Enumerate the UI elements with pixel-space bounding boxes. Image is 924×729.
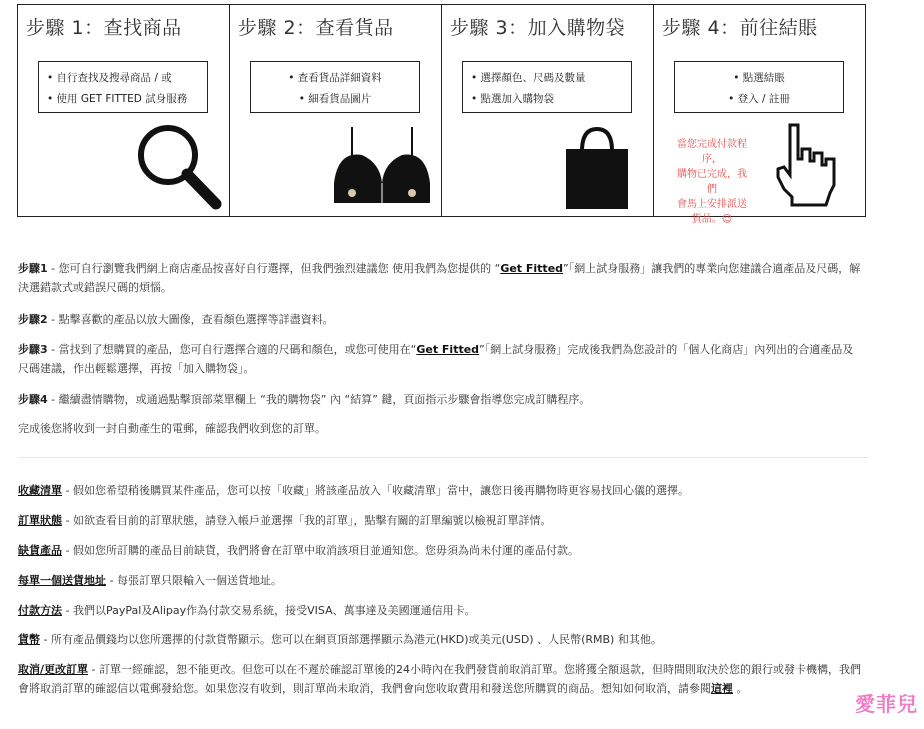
- instruction-text: - 您可自行瀏覽我們網上商店產品按喜好自行選擇，但我們強烈建議您 使用我們為您提供的 “: [47, 262, 501, 275]
- instruction-step-4: [18, 390, 863, 409]
- shopping-bag-icon: [562, 125, 632, 211]
- instruction-step-2: [18, 310, 863, 329]
- faq-term: 每單一個送貨地址: [18, 574, 106, 587]
- faq-currency: [18, 630, 863, 649]
- faq-text: - 我們以PayPal及Alipay作為付款交易系統，接受VISA、萬事達及美國運通信用卡。: [62, 604, 476, 617]
- get-fitted-link[interactable]: Get Fitted: [416, 343, 480, 356]
- step-title: 步驟 1：查找商品: [26, 17, 182, 39]
- step-bullet: • 點選結賬: [733, 72, 785, 84]
- instruction-text: - 當找到了想購買的產品，您可自行選擇合適的尺碼和顏色，或您可使用在“: [47, 343, 417, 356]
- step-bullet: • 查看貨品詳細資料: [288, 72, 382, 84]
- instruction-text: ”「網上試身服務」完成後我們為您設計的「個人化商店」內列出的合適產品及尺碼建議，作出輕鬆選擇，再按「加入購物袋」。: [18, 343, 854, 375]
- step-3: [442, 5, 654, 216]
- step-bullet: • 選擇顏色、尺碼及數量: [471, 72, 586, 84]
- bra-icon: [328, 123, 436, 209]
- step-bullet: • 點選加入購物袋: [471, 93, 555, 105]
- step-4: [654, 5, 865, 225]
- faq-payment: [18, 601, 863, 620]
- magnifier-icon: [130, 117, 226, 213]
- faq-out-of-stock: [18, 541, 863, 560]
- pointing-hand-icon: [772, 119, 852, 211]
- get-fitted-link[interactable]: Get Fitted: [500, 262, 564, 275]
- step-title: 步驟 3：加入購物袋: [450, 17, 626, 39]
- faq-term: 取消/更改訂單: [18, 663, 89, 676]
- step-bullet: • 細看貨品圖片: [298, 93, 372, 105]
- faq-text: - 每張訂單只限輸入一個送貨地址。: [106, 574, 282, 587]
- step-2: [230, 5, 442, 216]
- instruction-label: 步驟2: [18, 313, 48, 326]
- payment-notice-line: 購物已完成，我們: [677, 169, 747, 195]
- faq-cancel-order: [18, 660, 863, 698]
- faq-term: 收藏清單: [18, 484, 62, 497]
- step-bullets: [38, 61, 208, 113]
- step-bullet: • 使用 GET FITTED 試身服務: [47, 93, 188, 105]
- instruction-text: ”「網上試身服務」讓我們的專業向您建議合適產品及尺碼，解決選錯款式或錯誤尺碼的煩惱。: [18, 262, 861, 294]
- cancel-help-link[interactable]: 這裡: [711, 682, 733, 695]
- instruction-label: 步驟4: [18, 393, 48, 406]
- step-title: 步驟 2：查看貨品: [238, 17, 394, 39]
- faq-text: - 訂單一經確認，恕不能更改。但您可以在不遲於確認訂單後的24小時內在我們發貨前取消訂單。您將獲全額退款，但時間則取決於您的銀行或發卡機構，我們會將取消訂單的確認信以電郵發給您。如果您沒有收到，則訂單尚未取消，我們會向您收取費用和發送您所購買的商品。想知如何取消，請參閱: [18, 663, 861, 695]
- step-1: [18, 5, 230, 216]
- watermark-logo: 愛菲兒: [855, 692, 918, 716]
- faq-term: 付款方法: [18, 604, 62, 617]
- faq-text: - 假如您所訂購的產品目前缺貨，我們將會在訂單中取消該項目並通知您。您毋須為尚未付運的產品付款。: [62, 544, 579, 557]
- section-divider: [18, 457, 868, 458]
- instruction-label: 步驟3: [18, 343, 48, 356]
- instruction-confirmation: [18, 419, 863, 438]
- faq-text: - 如欲查看目前的訂單狀態，請登入帳戶並選擇「我的訂單」，點擊有關的訂單編號以檢視訂單詳情。: [62, 514, 552, 527]
- instruction-text: - 繼續盡情購物，或通過點擊頂部菜單欄上 “我的購物袋” 內 “結算” 鍵，頁面指示步驟會指導您完成訂購程序。: [47, 393, 591, 406]
- instruction-step-1: [18, 259, 863, 297]
- faq-shipping-address: [18, 571, 863, 590]
- step-title: 步驟 4：前往結賬: [662, 17, 818, 39]
- steps-panel: [17, 4, 866, 225]
- faq-text: - 假如您希望稍後購買某件產品，您可以按「收藏」將該產品放入「收藏清單」當中，讓您日後再購物時更容易找回心儀的選擇。: [62, 484, 689, 497]
- payment-notice-line: 會馬上安排派送: [677, 199, 747, 210]
- payment-notice: [674, 137, 750, 227]
- instruction-text: - 點擊喜歡的產品以放大圖像，查看顏色選擇等詳盡資料。: [47, 313, 334, 326]
- faq-term: 訂單狀態: [18, 514, 62, 527]
- instruction-step-3: [18, 340, 863, 378]
- step-bullets: [250, 61, 420, 113]
- step-bullets: [674, 61, 844, 113]
- faq-term: 缺貨產品: [18, 544, 62, 557]
- faq-term: 貨幣: [18, 633, 40, 646]
- faq-wishlist: [18, 481, 863, 500]
- step-bullet: • 自行查找及搜尋商品 / 或: [47, 72, 172, 84]
- faq-order-status: [18, 511, 863, 530]
- step-bullet: • 登入 / 註冊: [728, 93, 790, 105]
- payment-notice-line: 貨品。☺: [691, 214, 733, 225]
- faq-text: - 所有產品價錢均以您所選擇的付款貨幣顯示。您可以在網頁頂部選擇顯示為港元(HKD)或美元(USD) 、人民幣(RMB) 和其他。: [40, 633, 662, 646]
- payment-notice-line: 當您完成付款程序，: [677, 139, 747, 165]
- instruction-label: 步驟1: [18, 262, 48, 275]
- instruction-text: 完成後您將收到一封自動產生的電郵，確認我們收到您的訂單。: [18, 422, 326, 435]
- faq-text: 。: [733, 682, 748, 695]
- step-bullets: [462, 61, 632, 113]
